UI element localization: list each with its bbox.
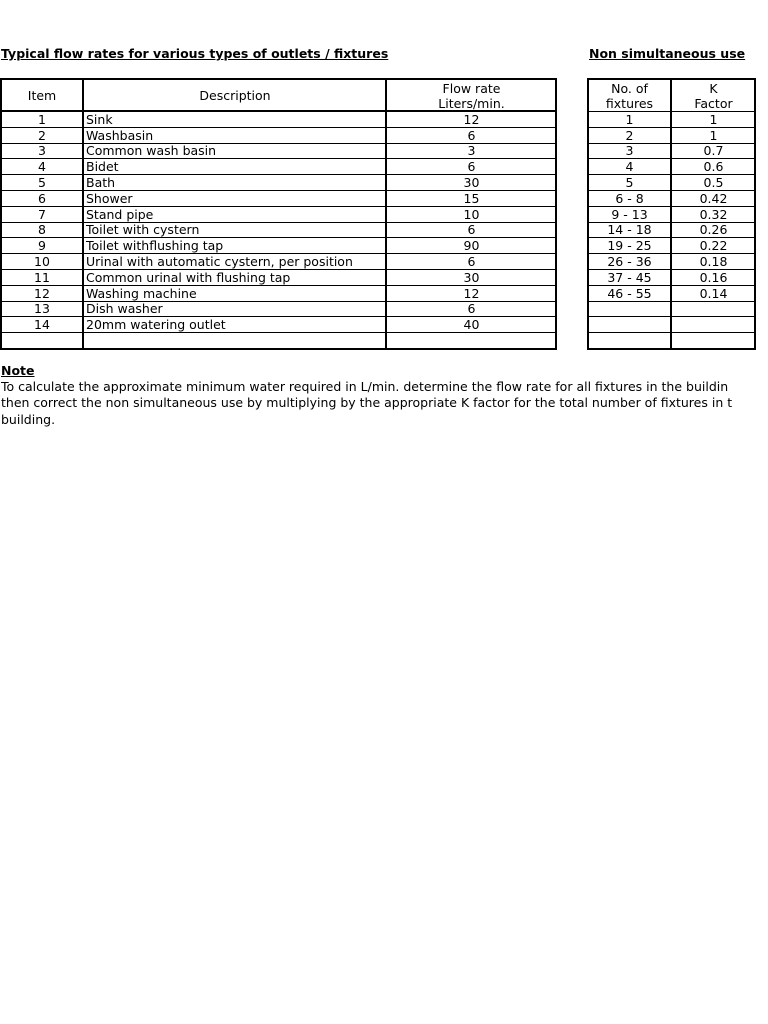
table-row — [1, 269, 557, 285]
cell-k-factor — [672, 317, 756, 333]
cell-description: Urinal with automatic cystern, per position — [84, 254, 387, 270]
table-row — [1, 222, 557, 238]
cell-description: Common urinal with flushing tap — [84, 269, 387, 285]
cell-flow-rate: 6 — [387, 254, 557, 270]
cell-k-factor: 0.18 — [672, 254, 756, 270]
note-line-3: building. — [1, 412, 56, 427]
flow-rate-table — [0, 79, 557, 349]
table-row — [588, 254, 756, 270]
cell-k-factor: 0.32 — [672, 206, 756, 222]
header-flow-rate-line2: Liters/min. — [438, 95, 505, 111]
cell-item: 13 — [1, 301, 84, 317]
table-row — [1, 143, 557, 159]
cell-item: 5 — [1, 175, 84, 191]
cell-flow-rate: 30 — [387, 175, 557, 191]
table-row — [588, 127, 756, 143]
cell-description: Washing machine — [84, 285, 387, 301]
table-row — [1, 175, 557, 191]
cell-no-of-fixtures: 14 - 18 — [588, 222, 672, 238]
cell-k-factor: 0.16 — [672, 269, 756, 285]
cell-item: 3 — [1, 143, 84, 159]
header-item: Item — [1, 80, 84, 112]
cell-k-factor: 0.42 — [672, 190, 756, 206]
table-row — [588, 301, 756, 317]
table-row — [588, 317, 756, 333]
cell-flow-rate: 12 — [387, 285, 557, 301]
cell-no-of-fixtures: 1 — [588, 112, 672, 128]
cell-no-of-fixtures: 37 - 45 — [588, 269, 672, 285]
cell-item: 2 — [1, 127, 84, 143]
cell-item: 4 — [1, 159, 84, 175]
table-row — [1, 317, 557, 333]
cell-k-factor: 0.6 — [672, 159, 756, 175]
cell-description: 20mm watering outlet — [84, 317, 387, 333]
cell-no-of-fixtures: 5 — [588, 175, 672, 191]
table-row — [588, 222, 756, 238]
cell-item: 12 — [1, 285, 84, 301]
note-line-2: then correct the non simultaneous use by multiplying by the appropriate K factor for the total number of fixtures in t — [1, 395, 733, 410]
cell-no-of-fixtures: 9 - 13 — [588, 206, 672, 222]
table-row — [1, 112, 557, 128]
cell-flow-rate: 6 — [387, 159, 557, 175]
table-row — [588, 175, 756, 191]
cell-k-factor: 0.7 — [672, 143, 756, 159]
table-row — [1, 127, 557, 143]
table-row — [588, 143, 756, 159]
cell-description: Dish washer — [84, 301, 387, 317]
cell-no-of-fixtures: 2 — [588, 127, 672, 143]
cell-description: Sink — [84, 112, 387, 128]
cell-description: Washbasin — [84, 127, 387, 143]
table-row — [1, 238, 557, 254]
cell-description: Bidet — [84, 159, 387, 175]
cell-item: 11 — [1, 269, 84, 285]
table-row — [1, 206, 557, 222]
table-row — [588, 112, 756, 128]
table-row — [1, 190, 557, 206]
cell-description: Toilet withflushing tap — [84, 238, 387, 254]
cell-item: 10 — [1, 254, 84, 270]
cell-flow-rate — [387, 333, 557, 349]
cell-no-of-fixtures — [588, 333, 672, 349]
cell-k-factor: 0.26 — [672, 222, 756, 238]
cell-no-of-fixtures: 19 - 25 — [588, 238, 672, 254]
header-flow-rate — [387, 80, 557, 112]
cell-flow-rate: 40 — [387, 317, 557, 333]
cell-item: 1 — [1, 112, 84, 128]
k-factor-table — [587, 79, 756, 349]
flow-rate-header-row — [1, 80, 557, 112]
cell-description: Bath — [84, 175, 387, 191]
note-line-1: To calculate the approximate minimum water required in L/min. determine the flow rate for all fixtures in the buildin — [1, 379, 729, 394]
cell-description: Shower — [84, 190, 387, 206]
header-fixtures-line2: fixtures — [605, 95, 654, 111]
cell-item: 8 — [1, 222, 84, 238]
header-description: Description — [84, 80, 387, 112]
cell-item: 9 — [1, 238, 84, 254]
k-factor-header-row — [588, 80, 756, 112]
cell-flow-rate: 15 — [387, 190, 557, 206]
table-row — [588, 285, 756, 301]
table-row — [588, 206, 756, 222]
cell-flow-rate: 30 — [387, 269, 557, 285]
cell-flow-rate: 12 — [387, 112, 557, 128]
table-row — [588, 238, 756, 254]
header-k-line2: Factor — [694, 95, 733, 111]
note-title: Note — [1, 363, 35, 378]
cell-flow-rate: 10 — [387, 206, 557, 222]
cell-k-factor: 1 — [672, 112, 756, 128]
table-row — [588, 159, 756, 175]
cell-item: 14 — [1, 317, 84, 333]
cell-no-of-fixtures — [588, 301, 672, 317]
cell-k-factor: 1 — [672, 127, 756, 143]
table-row — [1, 254, 557, 270]
table-row — [588, 190, 756, 206]
cell-no-of-fixtures: 3 — [588, 143, 672, 159]
cell-flow-rate: 6 — [387, 301, 557, 317]
cell-no-of-fixtures: 26 - 36 — [588, 254, 672, 270]
cell-flow-rate: 3 — [387, 143, 557, 159]
cell-item: 7 — [1, 206, 84, 222]
cell-description: Toilet with cystern — [84, 222, 387, 238]
table-row — [1, 301, 557, 317]
cell-k-factor: 0.5 — [672, 175, 756, 191]
cell-no-of-fixtures: 4 — [588, 159, 672, 175]
cell-description: Common wash basin — [84, 143, 387, 159]
cell-k-factor: 0.14 — [672, 285, 756, 301]
cell-item — [1, 333, 84, 349]
table-row — [1, 333, 557, 349]
main-table-title: Typical flow rates for various types of outlets / fixtures — [1, 46, 389, 61]
table-row — [1, 159, 557, 175]
header-k-line1: K — [709, 80, 718, 96]
cell-no-of-fixtures — [588, 317, 672, 333]
header-no-of-fixtures — [588, 80, 672, 112]
table-row — [588, 333, 756, 349]
header-fixtures-line1: No. of — [611, 80, 648, 96]
table-row — [588, 269, 756, 285]
cell-flow-rate: 90 — [387, 238, 557, 254]
k-table-title: Non simultaneous use — [589, 46, 746, 61]
cell-k-factor — [672, 301, 756, 317]
cell-k-factor: 0.22 — [672, 238, 756, 254]
header-flow-rate-line1: Flow rate — [442, 80, 501, 96]
cell-description — [84, 333, 387, 349]
cell-flow-rate: 6 — [387, 222, 557, 238]
cell-item: 6 — [1, 190, 84, 206]
cell-description: Stand pipe — [84, 206, 387, 222]
table-row — [1, 285, 557, 301]
cell-k-factor — [672, 333, 756, 349]
cell-no-of-fixtures: 6 - 8 — [588, 190, 672, 206]
cell-no-of-fixtures: 46 - 55 — [588, 285, 672, 301]
header-k-factor — [672, 80, 756, 112]
cell-flow-rate: 6 — [387, 127, 557, 143]
